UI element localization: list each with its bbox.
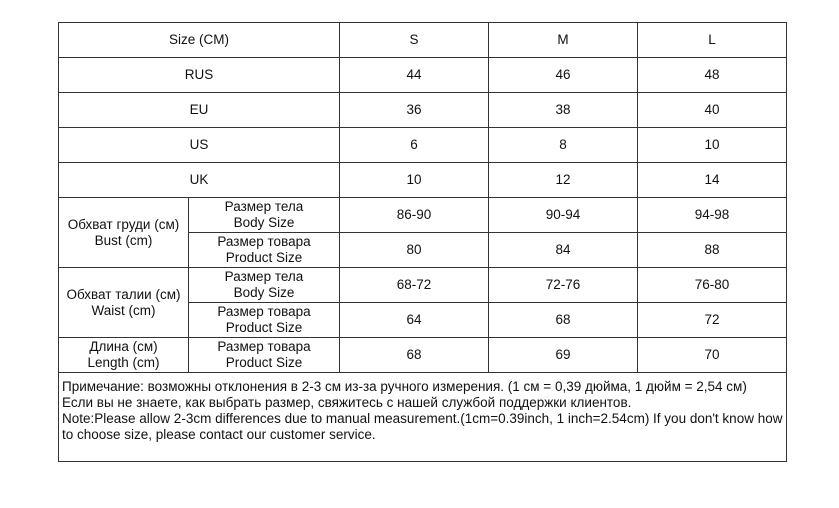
row-label: UK	[59, 163, 340, 198]
body-size-label-en: Body Size	[233, 285, 295, 300]
value-cell: 46	[489, 58, 638, 93]
value-cell: 88	[638, 233, 787, 268]
value-cell: 68	[340, 338, 489, 373]
value-cell: 12	[489, 163, 638, 198]
value-cell: 90-94	[489, 198, 638, 233]
value-cell: 6	[340, 128, 489, 163]
product-size-label	[189, 338, 340, 373]
value-cell: 72	[638, 303, 787, 338]
value-cell: 94-98	[638, 198, 787, 233]
product-size-label	[189, 233, 340, 268]
waist-body-row	[59, 268, 787, 303]
value-cell: 70	[638, 338, 787, 373]
uk-row	[59, 163, 787, 198]
value-cell: 36	[340, 93, 489, 128]
us-row	[59, 128, 787, 163]
product-size-label-ru: Размер товара	[217, 234, 311, 249]
product-size-label-ru: Размер товара	[217, 304, 311, 319]
body-size-label-ru: Размер тела	[224, 199, 304, 214]
waist-label	[59, 268, 189, 338]
body-size-label-en: Body Size	[233, 215, 295, 230]
product-size-label-en: Product Size	[225, 250, 303, 265]
value-cell: 72-76	[489, 268, 638, 303]
body-size-label	[189, 268, 340, 303]
length-row	[59, 338, 787, 373]
product-size-label-ru: Размер товара	[217, 339, 311, 354]
value-cell: 76-80	[638, 268, 787, 303]
header-label-cell: Size (CM)	[59, 23, 340, 58]
value-cell: 68-72	[340, 268, 489, 303]
bust-body-row	[59, 198, 787, 233]
value-cell: 68	[489, 303, 638, 338]
value-cell: 44	[340, 58, 489, 93]
size-s-header: S	[340, 23, 489, 58]
note-line-ru-2: Если вы не знаете, как выбрать размер, свяжитесь с нашей службой поддержки клиентов.	[62, 395, 632, 410]
header-row	[59, 23, 787, 58]
value-cell: 10	[638, 128, 787, 163]
value-cell: 14	[638, 163, 787, 198]
rus-row	[59, 58, 787, 93]
value-cell: 84	[489, 233, 638, 268]
note-cell	[59, 373, 787, 462]
size-m-header: M	[489, 23, 638, 58]
value-cell: 10	[340, 163, 489, 198]
note-line-ru-1: Примечание: возможны отклонения в 2-3 см из-за ручного измерения. (1 см = 0,39 дюйма, 1 дюйм = 2,54 см)	[62, 379, 747, 394]
bust-label	[59, 198, 189, 268]
value-cell: 48	[638, 58, 787, 93]
waist-label-ru: Обхват талии (см)	[66, 286, 181, 302]
note-line-en: Note:Please allow 2-3cm differences due to manual measurement.(1cm=0.39inch, 1 inch=2.54cm) If you don't know how to choose size, please contact our customer service.	[62, 411, 783, 442]
value-cell: 69	[489, 338, 638, 373]
value-cell: 40	[638, 93, 787, 128]
note-row	[59, 373, 787, 462]
size-chart-table	[58, 22, 787, 462]
body-size-label-ru: Размер тела	[224, 269, 304, 284]
bust-label-en: Bust (cm)	[94, 232, 153, 248]
size-l-header: L	[638, 23, 787, 58]
value-cell: 80	[340, 233, 489, 268]
value-cell: 8	[489, 128, 638, 163]
value-cell: 64	[340, 303, 489, 338]
product-size-label	[189, 303, 340, 338]
value-cell: 38	[489, 93, 638, 128]
length-label	[59, 338, 189, 373]
length-label-ru: Длина (см)	[89, 339, 158, 354]
product-size-label-en: Product Size	[225, 355, 303, 370]
bust-label-ru: Обхват груди (см)	[67, 216, 180, 232]
waist-label-en: Waist (cm)	[91, 302, 156, 318]
row-label: RUS	[59, 58, 340, 93]
length-label-en: Length (cm)	[87, 355, 160, 370]
row-label: US	[59, 128, 340, 163]
body-size-label	[189, 198, 340, 233]
product-size-label-en: Product Size	[225, 320, 303, 335]
eu-row	[59, 93, 787, 128]
row-label: EU	[59, 93, 340, 128]
value-cell: 86-90	[340, 198, 489, 233]
